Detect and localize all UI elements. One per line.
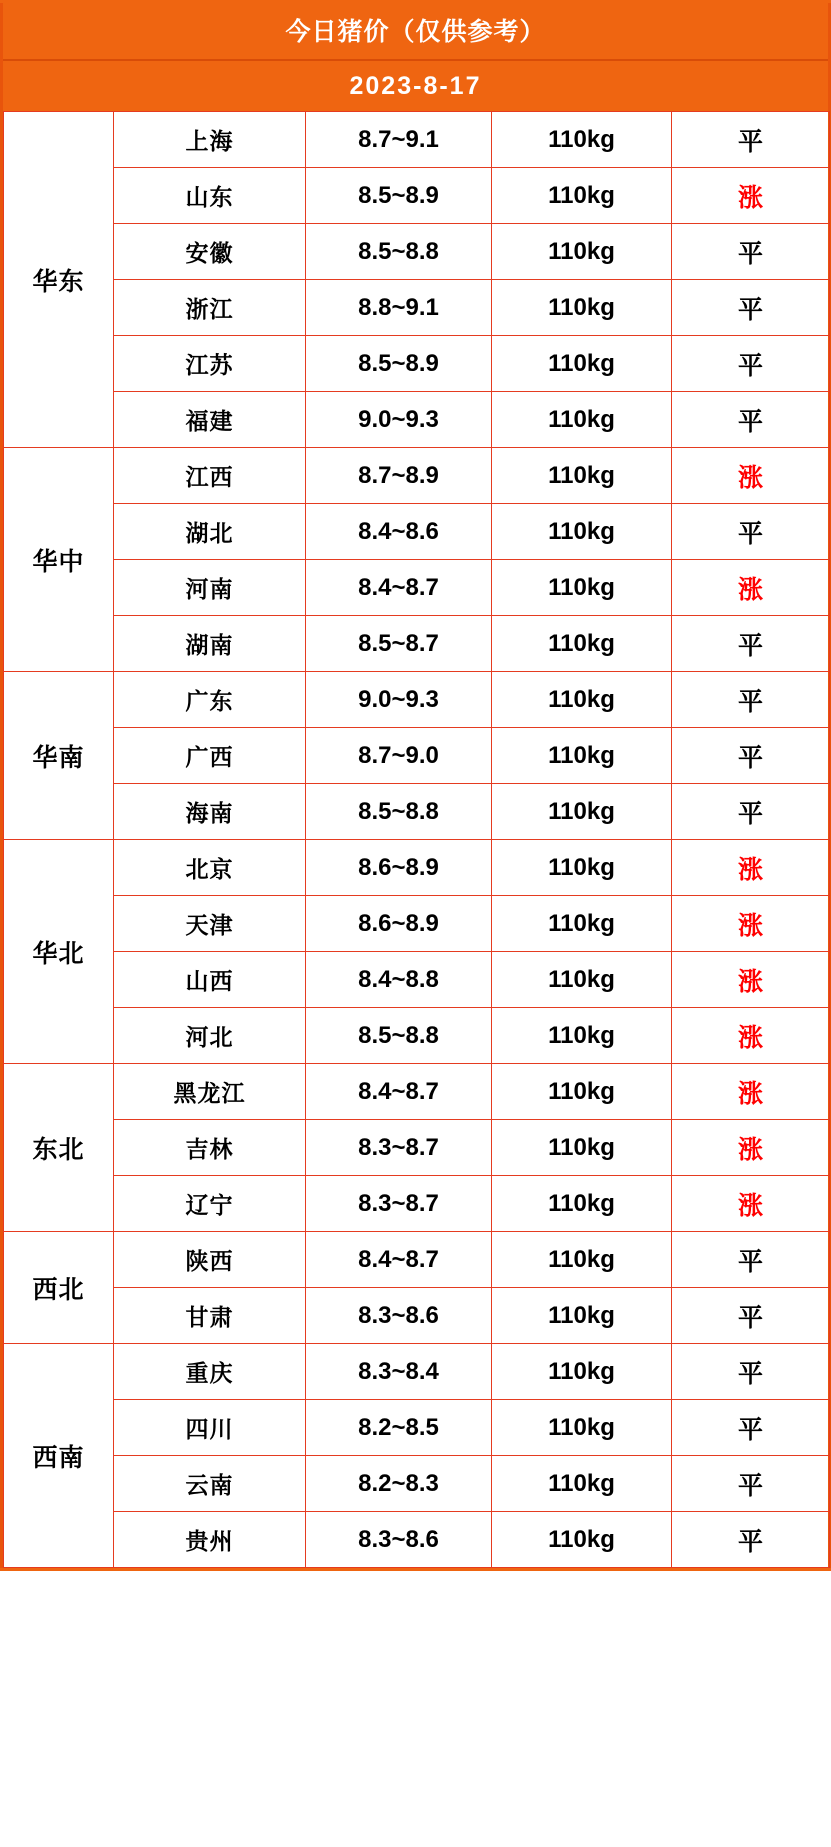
price-cell: 8.4~8.7 (306, 560, 492, 616)
province-cell: 山东 (114, 168, 306, 224)
province-cell: 湖南 (114, 616, 306, 672)
trend-cell: 平 (672, 728, 830, 784)
province-cell: 河南 (114, 560, 306, 616)
price-cell: 8.7~9.1 (306, 112, 492, 168)
table-row (4, 784, 830, 840)
price-table (3, 111, 830, 1568)
province-cell: 上海 (114, 112, 306, 168)
province-cell: 四川 (114, 1400, 306, 1456)
weight-cell: 110kg (492, 168, 672, 224)
table-row (4, 952, 830, 1008)
price-table-body (4, 112, 830, 1568)
trend-cell: 涨 (672, 1120, 830, 1176)
province-cell: 贵州 (114, 1512, 306, 1568)
trend-cell: 涨 (672, 840, 830, 896)
weight-cell: 110kg (492, 1176, 672, 1232)
price-cell: 8.5~8.9 (306, 168, 492, 224)
price-cell: 8.3~8.6 (306, 1512, 492, 1568)
province-cell: 北京 (114, 840, 306, 896)
price-cell: 8.5~8.8 (306, 1008, 492, 1064)
trend-cell: 涨 (672, 1008, 830, 1064)
price-cell: 8.5~8.8 (306, 224, 492, 280)
weight-cell: 110kg (492, 672, 672, 728)
trend-cell: 涨 (672, 896, 830, 952)
trend-cell: 涨 (672, 448, 830, 504)
table-row (4, 1232, 830, 1288)
province-cell: 浙江 (114, 280, 306, 336)
price-cell: 8.7~9.0 (306, 728, 492, 784)
table-row (4, 672, 830, 728)
trend-cell: 平 (672, 1344, 830, 1400)
trend-cell: 涨 (672, 1064, 830, 1120)
table-row (4, 560, 830, 616)
pig-price-sheet (0, 3, 831, 1568)
price-cell: 8.2~8.3 (306, 1456, 492, 1512)
trend-cell: 涨 (672, 952, 830, 1008)
province-cell: 广东 (114, 672, 306, 728)
table-row (4, 112, 830, 168)
table-row (4, 1176, 830, 1232)
price-cell: 8.4~8.7 (306, 1232, 492, 1288)
trend-cell: 平 (672, 1232, 830, 1288)
weight-cell: 110kg (492, 112, 672, 168)
region-cell: 华南 (4, 672, 114, 840)
province-cell: 黑龙江 (114, 1064, 306, 1120)
weight-cell: 110kg (492, 504, 672, 560)
province-cell: 湖北 (114, 504, 306, 560)
table-row (4, 616, 830, 672)
weight-cell: 110kg (492, 784, 672, 840)
weight-cell: 110kg (492, 1064, 672, 1120)
region-cell: 西北 (4, 1232, 114, 1344)
weight-cell: 110kg (492, 560, 672, 616)
trend-cell: 涨 (672, 1176, 830, 1232)
price-cell: 8.4~8.6 (306, 504, 492, 560)
region-cell: 西南 (4, 1344, 114, 1568)
table-row (4, 1344, 830, 1400)
table-row (4, 1120, 830, 1176)
trend-cell: 平 (672, 504, 830, 560)
price-cell: 8.7~8.9 (306, 448, 492, 504)
table-row (4, 392, 830, 448)
region-cell: 华中 (4, 448, 114, 672)
price-cell: 9.0~9.3 (306, 392, 492, 448)
province-cell: 海南 (114, 784, 306, 840)
table-row (4, 1008, 830, 1064)
table-row (4, 840, 830, 896)
weight-cell: 110kg (492, 392, 672, 448)
weight-cell: 110kg (492, 896, 672, 952)
table-row (4, 224, 830, 280)
weight-cell: 110kg (492, 728, 672, 784)
trend-cell: 涨 (672, 168, 830, 224)
province-cell: 安徽 (114, 224, 306, 280)
trend-cell: 平 (672, 616, 830, 672)
page-title: 今日猪价（仅供参考） (3, 3, 828, 61)
price-cell: 8.5~8.8 (306, 784, 492, 840)
region-cell: 华东 (4, 112, 114, 448)
trend-cell: 平 (672, 392, 830, 448)
weight-cell: 110kg (492, 1008, 672, 1064)
weight-cell: 110kg (492, 280, 672, 336)
trend-cell: 平 (672, 336, 830, 392)
price-cell: 8.4~8.7 (306, 1064, 492, 1120)
price-cell: 8.8~9.1 (306, 280, 492, 336)
province-cell: 山西 (114, 952, 306, 1008)
province-cell: 重庆 (114, 1344, 306, 1400)
province-cell: 江西 (114, 448, 306, 504)
weight-cell: 110kg (492, 224, 672, 280)
trend-cell: 平 (672, 1288, 830, 1344)
province-cell: 江苏 (114, 336, 306, 392)
weight-cell: 110kg (492, 1512, 672, 1568)
trend-cell: 平 (672, 280, 830, 336)
table-row (4, 504, 830, 560)
table-row (4, 1400, 830, 1456)
table-row (4, 896, 830, 952)
weight-cell: 110kg (492, 336, 672, 392)
province-cell: 云南 (114, 1456, 306, 1512)
table-row (4, 1512, 830, 1568)
province-cell: 广西 (114, 728, 306, 784)
weight-cell: 110kg (492, 1232, 672, 1288)
price-cell: 8.6~8.9 (306, 896, 492, 952)
region-cell: 东北 (4, 1064, 114, 1232)
weight-cell: 110kg (492, 1344, 672, 1400)
trend-cell: 平 (672, 224, 830, 280)
price-cell: 9.0~9.3 (306, 672, 492, 728)
trend-cell: 平 (672, 672, 830, 728)
weight-cell: 110kg (492, 616, 672, 672)
province-cell: 陕西 (114, 1232, 306, 1288)
trend-cell: 平 (672, 1512, 830, 1568)
price-cell: 8.5~8.7 (306, 616, 492, 672)
province-cell: 辽宁 (114, 1176, 306, 1232)
bottom-border (0, 1568, 831, 1571)
price-cell: 8.3~8.4 (306, 1344, 492, 1400)
weight-cell: 110kg (492, 1288, 672, 1344)
province-cell: 天津 (114, 896, 306, 952)
region-cell: 华北 (4, 840, 114, 1064)
trend-cell: 平 (672, 1400, 830, 1456)
report-date: 2023-8-17 (3, 61, 828, 111)
weight-cell: 110kg (492, 448, 672, 504)
price-cell: 8.3~8.6 (306, 1288, 492, 1344)
trend-cell: 涨 (672, 560, 830, 616)
province-cell: 福建 (114, 392, 306, 448)
price-cell: 8.2~8.5 (306, 1400, 492, 1456)
trend-cell: 平 (672, 112, 830, 168)
table-row (4, 280, 830, 336)
table-row (4, 1064, 830, 1120)
weight-cell: 110kg (492, 840, 672, 896)
table-row (4, 336, 830, 392)
weight-cell: 110kg (492, 1400, 672, 1456)
table-row (4, 168, 830, 224)
weight-cell: 110kg (492, 1120, 672, 1176)
table-row (4, 1288, 830, 1344)
table-row (4, 1456, 830, 1512)
trend-cell: 平 (672, 1456, 830, 1512)
province-cell: 甘肃 (114, 1288, 306, 1344)
province-cell: 河北 (114, 1008, 306, 1064)
price-cell: 8.4~8.8 (306, 952, 492, 1008)
price-cell: 8.3~8.7 (306, 1120, 492, 1176)
price-cell: 8.5~8.9 (306, 336, 492, 392)
table-row (4, 728, 830, 784)
price-cell: 8.6~8.9 (306, 840, 492, 896)
weight-cell: 110kg (492, 952, 672, 1008)
trend-cell: 平 (672, 784, 830, 840)
table-row (4, 448, 830, 504)
price-cell: 8.3~8.7 (306, 1176, 492, 1232)
province-cell: 吉林 (114, 1120, 306, 1176)
weight-cell: 110kg (492, 1456, 672, 1512)
